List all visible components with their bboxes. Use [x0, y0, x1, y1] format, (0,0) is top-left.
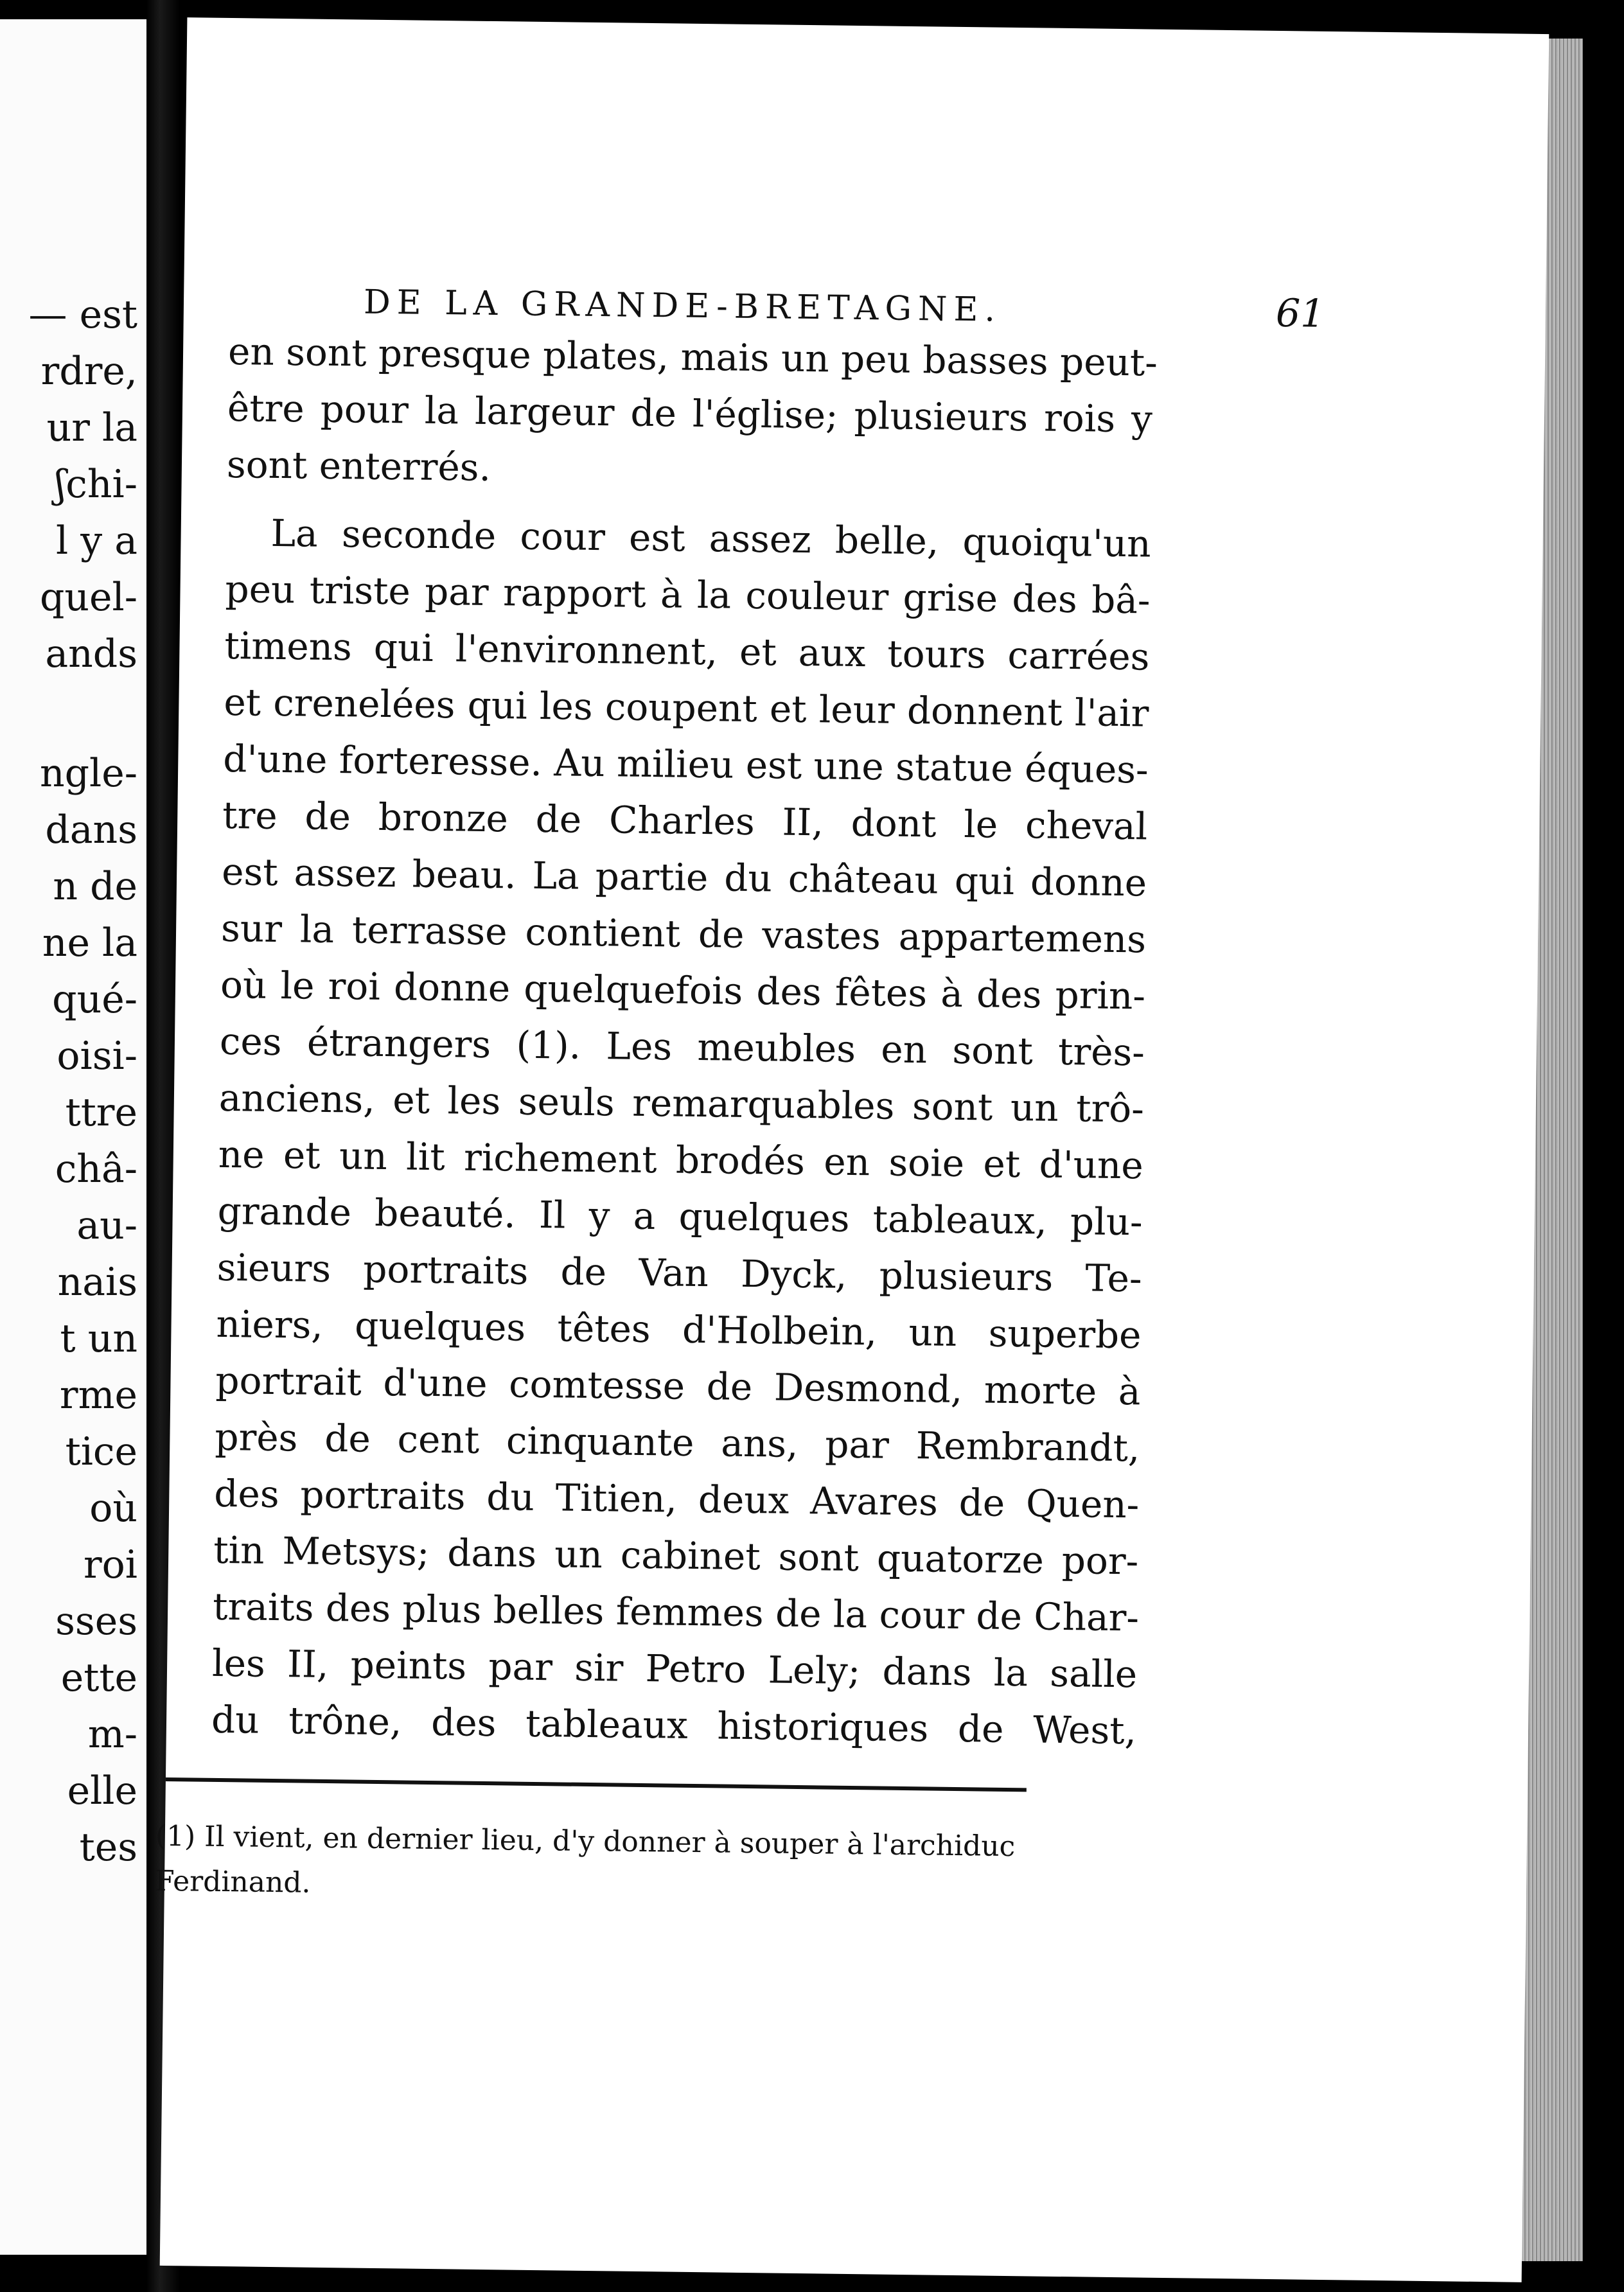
- text-line: portrait d'une comtesse de Desmond, morte à: [215, 1358, 1141, 1414]
- text-line: anciens, et les seuls remarquables sont un trô-: [218, 1075, 1145, 1131]
- left-page-line: oisi-: [57, 1034, 137, 1079]
- left-page-line: ur la: [46, 405, 137, 450]
- left-page-line: ngle-: [39, 751, 137, 796]
- left-page-line: ttre: [65, 1090, 137, 1135]
- left-page-line: n de: [53, 864, 137, 909]
- text-line: sont enterrés.: [226, 442, 491, 490]
- body-text: [160, 17, 1549, 2282]
- left-page-line: elle: [67, 1768, 137, 1813]
- text-line: et crenelées qui les coupent et leur donnent l'air: [224, 680, 1149, 736]
- text-line: en sont presque plates, mais un peu basses peut-: [227, 329, 1158, 385]
- left-page-line: qué-: [52, 977, 137, 1022]
- text-line: d'une forteresse. Au milieu est une statue éques-: [222, 736, 1149, 792]
- left-page-line: l y a: [55, 518, 137, 563]
- text-line: tin Metsys; dans un cabinet sont quatorze por-: [213, 1528, 1139, 1583]
- text-line: sieurs portraits de Van Dyck, plusieurs Te-: [216, 1245, 1142, 1301]
- text-line: tre de bronze de Charles II, dont le cheval: [222, 793, 1148, 849]
- paragraph-start-line: La seconde cour est assez belle, quoiqu'un: [270, 511, 1151, 566]
- text-line: sur la terrasse contient de vastes appartemens: [220, 906, 1147, 962]
- left-page-line: châ-: [55, 1147, 137, 1192]
- left-page-line: rme: [59, 1373, 137, 1418]
- left-page-line: roi: [84, 1542, 137, 1587]
- left-page-line: ands: [45, 631, 137, 676]
- text-line: du trône, des tableaux historiques de West,: [211, 1697, 1137, 1753]
- text-line: timens qui l'environnent, et aux tours carrées: [224, 623, 1150, 679]
- text-line: grande beauté. Il y a quelques tableaux, plu-: [217, 1188, 1143, 1244]
- text-line: près de cent cinquante ans, par Rembrandt,: [215, 1415, 1140, 1470]
- footnote-line: (1) Il vient, en dernier lieu, d'y donner à souper à l'archiduc: [155, 1819, 1016, 1864]
- left-page-line: tes: [79, 1825, 137, 1870]
- text-line: ne et un lit richement brodés en soie et d'une: [218, 1132, 1144, 1188]
- left-page-line: sses: [55, 1599, 137, 1644]
- left-page-line: tice: [65, 1429, 137, 1474]
- left-page-line: au-: [76, 1203, 137, 1248]
- text-line: les II, peints par sir Petro Lely; dans la salle: [211, 1641, 1138, 1697]
- left-page-line: ne la: [42, 921, 137, 965]
- left-page-line: quel-: [39, 575, 137, 620]
- text-line: est assez beau. La partie du château qui donne: [221, 849, 1147, 905]
- text-line: des portraits du Titien, deux Avares de Quen-: [213, 1471, 1140, 1527]
- page-number: 61: [1275, 290, 1325, 337]
- text-line: peu triste par rapport à la couleur grise des bâ-: [225, 567, 1151, 622]
- text-line: où le roi donne quelquefois des fêtes à des prin-: [220, 962, 1146, 1018]
- footnote-line: Ferdinand.: [154, 1864, 311, 1900]
- left-page-line: — est: [28, 292, 137, 337]
- right-page: [154, 17, 1549, 2282]
- text-line: être pour la largeur de l'église; plusieurs rois y: [227, 385, 1153, 441]
- left-page-line: t un: [60, 1316, 137, 1361]
- left-page-line: ette: [60, 1655, 137, 1700]
- left-page-line: ʃchi-: [55, 462, 137, 507]
- left-page-fragment: [0, 19, 146, 2255]
- left-page-line: rdre,: [40, 349, 137, 394]
- running-head: DE LA GRANDE-BRETAGNE.: [363, 283, 1002, 330]
- left-page-line: dans: [45, 807, 137, 852]
- text-line: ces étrangers (1). Les meubles en sont très-: [219, 1019, 1145, 1075]
- left-page-line: m-: [87, 1712, 137, 1757]
- left-page-line: nais: [57, 1260, 137, 1305]
- text-line: traits des plus belles femmes de la cour de Char-: [212, 1584, 1140, 1640]
- text-line: niers, quelques têtes d'Holbein, un superbe: [216, 1301, 1142, 1357]
- left-page-line: où: [89, 1486, 137, 1531]
